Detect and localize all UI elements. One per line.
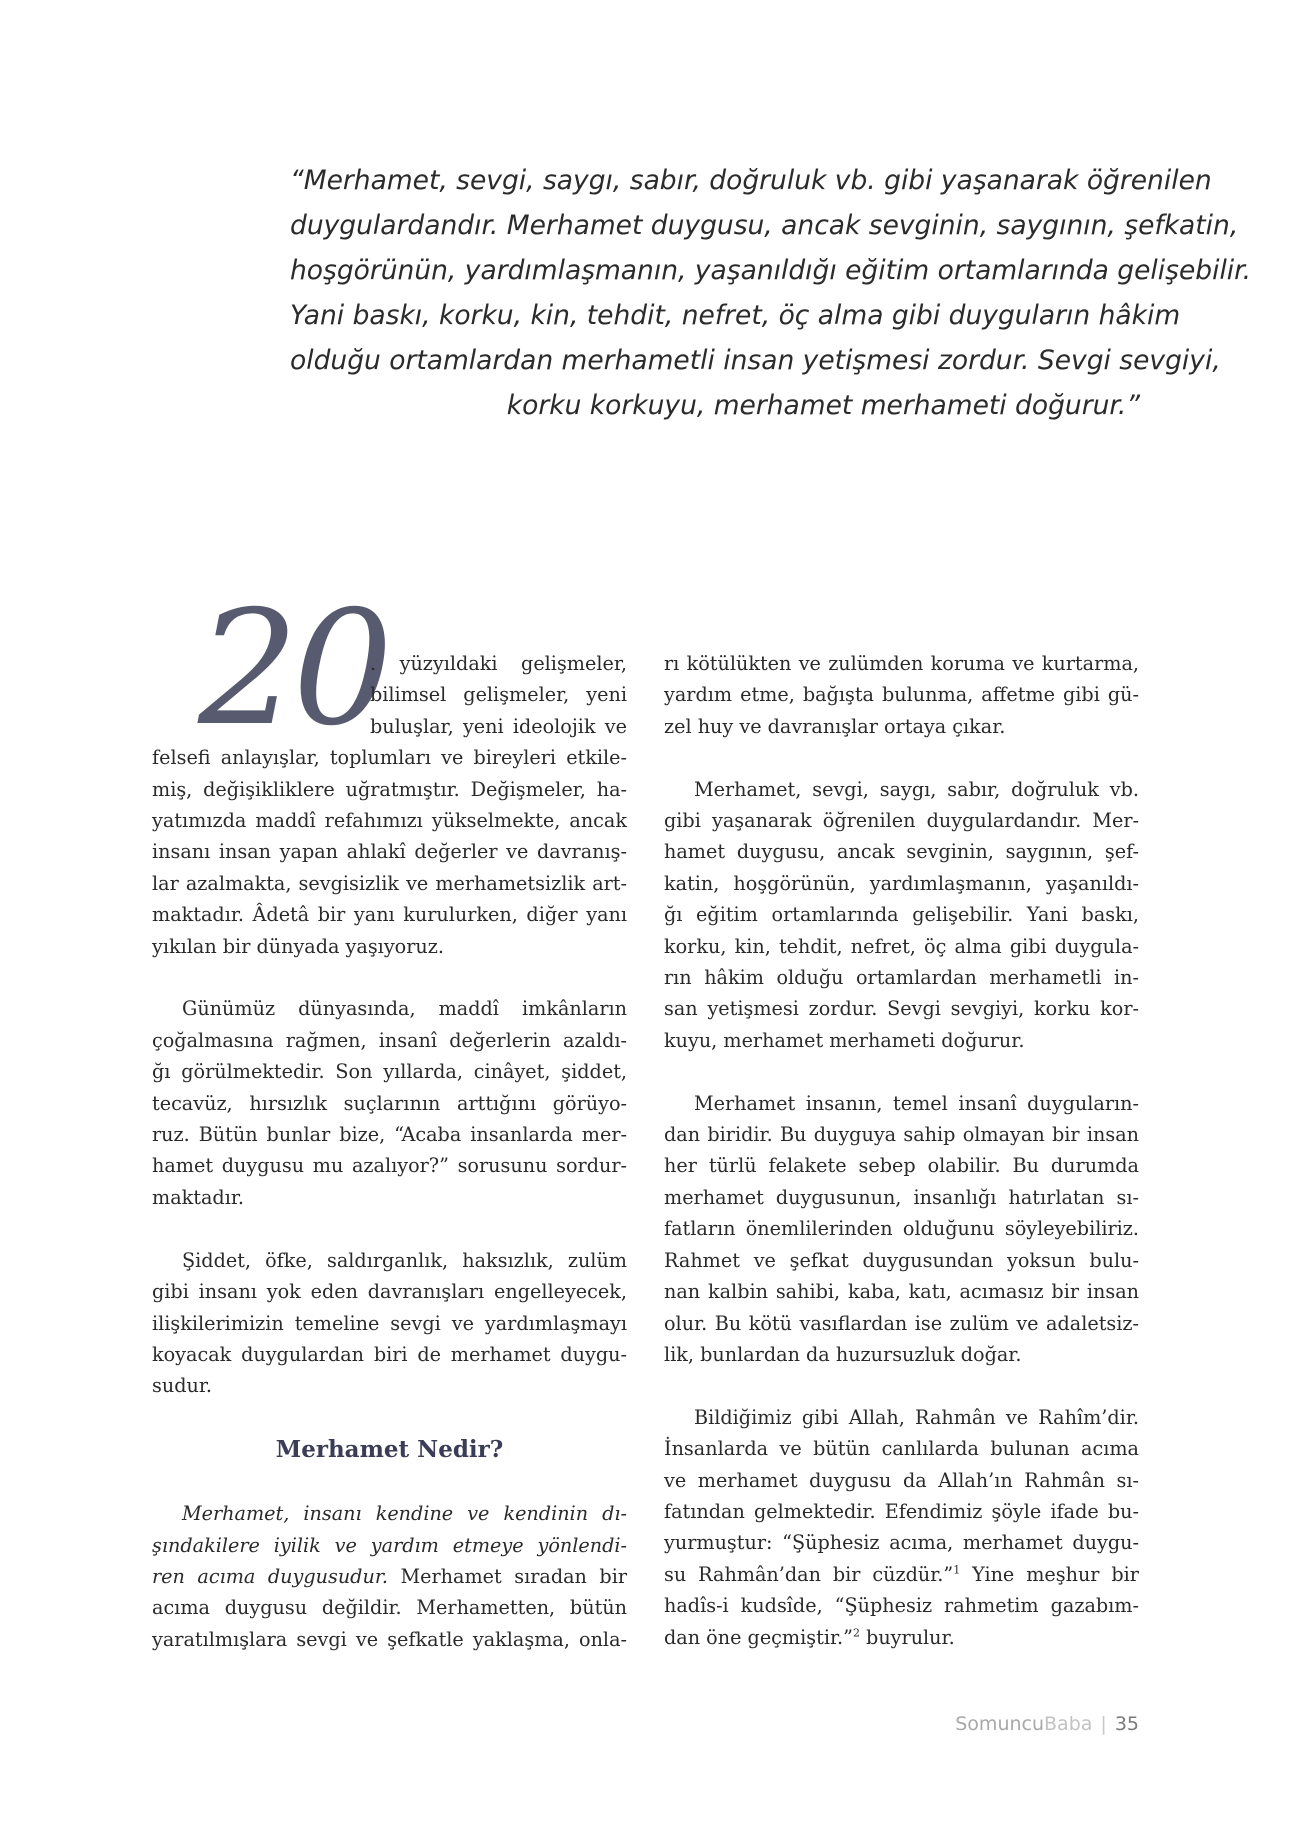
- paragraph: [664, 774, 1139, 1057]
- paragraph: [152, 648, 627, 962]
- text-line: Merhamet, sevgi, saygı, sabır, doğruluk vb.: [694, 777, 1139, 801]
- right-column: [664, 648, 1139, 1684]
- brand-name-part2: Baba: [1044, 1713, 1093, 1735]
- text-line: Günümüz dünyasında, maddî imkânların: [182, 997, 627, 1021]
- text-line: korku, kin, tehdit, nefret, öç alma gibi duygula-: [664, 934, 1139, 958]
- text-line: [664, 1559, 1139, 1590]
- quote-line: hoşgörünün, yardımlaşmanın, yaşanıldığı eğitim ortamlarında gelişebilir.: [290, 255, 1252, 286]
- paragraph: [664, 1088, 1139, 1371]
- text-line: gibi yaşanarak öğrenilen duygulardandır. Mer-: [664, 809, 1139, 833]
- text-line: [664, 1622, 1139, 1653]
- paragraph: [152, 993, 627, 1213]
- text-line: felsefi anlayışlar, toplumları ve bireyleri etkile-: [152, 746, 627, 770]
- footer-separator: |: [1100, 1713, 1107, 1735]
- paragraph: [664, 648, 1139, 742]
- drop-cap: 20: [198, 577, 388, 761]
- text-line: lar azalmakta, sevgisizlik ve merhametsizlik art-: [152, 871, 627, 895]
- text-line: merhamet duygusunun, insanlığı hatırlatan sı-: [664, 1185, 1139, 1209]
- text-line: acıma duygusu değildir. Merhametten, bütün: [152, 1596, 627, 1620]
- text-line: lik, bunlardan da huzursuzluk doğar.: [664, 1342, 1022, 1366]
- text-span: buyrulur.: [859, 1625, 955, 1649]
- text-line: . yüzyıldaki gelişmeler,: [370, 652, 627, 675]
- text-line: ğı görülmektedir. Son yıllarda, cinâyet, şiddet,: [152, 1060, 627, 1084]
- text-line: dan biridir. Bu duyguya sahip olmayan bir insan: [664, 1123, 1139, 1147]
- text-line: san yetişmesi zordur. Sevgi sevgiyi, korku kor-: [664, 997, 1139, 1021]
- text-line: rın hâkim olduğu ortamlardan merhametli in-: [664, 966, 1139, 990]
- text-line: Bildiğimiz gibi Allah, Rahmân ve Rahîm’dir.: [694, 1405, 1139, 1429]
- text-line: sudur.: [152, 1374, 213, 1398]
- text-line: bilimsel gelişmeler, yeni: [370, 683, 627, 707]
- paragraph: [152, 1498, 627, 1655]
- text-line: hamet duygusu, ancak sevginin, saygının, şef-: [664, 840, 1139, 864]
- text-line: [152, 1561, 627, 1592]
- left-column: [152, 648, 627, 1687]
- text-line: Şiddet, öfke, saldırganlık, haksızlık, zulüm: [182, 1248, 627, 1272]
- text-line: olur. Bu kötü vasıflardan ise zulüm ve adaletsiz-: [664, 1311, 1139, 1335]
- text-line: maktadır.: [152, 1185, 244, 1209]
- pull-quote: [290, 158, 1252, 428]
- text-line: miş, değişikliklere uğratmıştır. Değişmeler, ha-: [152, 777, 627, 801]
- page-footer: [955, 1713, 1139, 1735]
- text-line: insanı insan yapan ahlakî değerler ve davranış-: [152, 840, 627, 864]
- text-line: her türlü felakete sebep olabilir. Bu durumda: [664, 1154, 1139, 1178]
- text-line: [152, 1498, 627, 1529]
- text-line: İnsanlarda ve bütün canlılarda bulunan acıma: [664, 1437, 1139, 1461]
- footnote-ref: 2: [852, 1626, 860, 1640]
- text-line: hamet duygusu mu azalıyor?” sorusunu sordur-: [152, 1154, 627, 1178]
- text-line: tecavüz, hırsızlık suçlarının arttığını görüyo-: [152, 1091, 627, 1115]
- text-line: kuyu, merhamet merhameti doğurur.: [664, 1028, 1025, 1052]
- text-line: ruz. Bütün bunlar bize, “Acaba insanlarda mer-: [152, 1123, 627, 1147]
- text-line: rı kötülükten ve zulümden koruma ve kurtarma,: [664, 652, 1139, 675]
- text-line: katin, hoşgörünün, yardımlaşmanın, yaşanıldı-: [664, 871, 1139, 895]
- text-span: Merhamet sıradan bir: [387, 1564, 627, 1588]
- text-line: [152, 1530, 627, 1561]
- text-line: yurmuştur: “Şüphesiz acıma, merhamet duygu-: [664, 1531, 1139, 1555]
- quote-line: olduğu ortamlardan merhametli insan yetişmesi zordur. Sevgi sevgiyi,: [290, 345, 1221, 376]
- quote-line: Yani baskı, korku, kin, tehdit, nefret, öç alma gibi duyguların hâkim: [290, 300, 1181, 331]
- paragraph: [152, 1245, 627, 1402]
- text-line: ve merhamet duygusu da Allah’ın Rahmân sı-: [664, 1468, 1139, 1492]
- page-number: 35: [1114, 1713, 1139, 1735]
- paragraph: [664, 1402, 1139, 1653]
- italic-text: Merhamet, insanı kendine ve kendinin dı-: [182, 1502, 627, 1526]
- text-line: fatların önemlilerinden olduğunu söyleyebiliriz.: [664, 1217, 1139, 1241]
- section-heading: Merhamet Nedir?: [275, 1436, 504, 1464]
- footnote-ref: 1: [953, 1563, 961, 1577]
- text-line: yatımızda maddî refahımızı yükselmekte, ancak: [152, 809, 627, 833]
- text-line: yardım etme, bağışta bulunma, affetme gibi gü-: [664, 683, 1139, 707]
- text-line: yaratılmışlara sevgi ve şefkatle yaklaşma, onla-: [152, 1627, 627, 1651]
- italic-text: ren acıma duygusudur.: [152, 1564, 388, 1588]
- text-line: fatından gelmektedir. Efendimiz şöyle ifade bu-: [664, 1499, 1139, 1523]
- text-line: Merhamet insanın, temel insanî duyguların-: [694, 1091, 1139, 1115]
- text-line: zel huy ve davranışlar ortaya çıkar.: [664, 714, 1006, 738]
- italic-text: şındakilere iyilik ve yardım etmeye yönlendi-: [152, 1533, 627, 1557]
- text-span: su Rahmân’dan bir cüzdür.”: [664, 1562, 954, 1586]
- quote-line: korku korkuyu, merhamet merhameti doğurur.”: [506, 390, 1140, 421]
- text-line: nan kalbin sahibi, kaba, katı, acımasız bir insan: [664, 1280, 1139, 1304]
- text-line: ğı eğitim ortamlarında gelişebilir. Yani baskı,: [664, 903, 1139, 927]
- text-span: Yine meşhur bir: [960, 1562, 1139, 1586]
- brand-name-part1: Somuncu: [955, 1713, 1045, 1735]
- text-line: çoğalmasına rağmen, insanî değerlerin azaldı-: [152, 1028, 627, 1052]
- text-line: Rahmet ve şefkat duygusundan yoksun bulu-: [664, 1248, 1139, 1272]
- text-span: dan öne geçmiştir.”: [664, 1625, 853, 1649]
- text-line: ilişkilerimizin temeline sevgi ve yardımlaşmayı: [152, 1311, 627, 1335]
- text-line: yıkılan bir dünyada yaşıyoruz.: [152, 934, 444, 958]
- text-line: koyacak duygulardan biri de merhamet duygu-: [152, 1342, 627, 1366]
- text-line: maktadır. Âdetâ bir yanı kurulurken, diğer yanı: [152, 903, 627, 927]
- quote-line: duygulardandır. Merhamet duygusu, ancak sevginin, saygının, şefkatin,: [290, 210, 1239, 241]
- quote-line: “Merhamet, sevgi, saygı, sabır, doğruluk vb. gibi yaşanarak öğrenilen: [290, 165, 1212, 196]
- text-line: buluşlar, yeni ideolojik ve: [370, 714, 627, 738]
- text-line: hadîs-i kudsîde, “Şüphesiz rahmetim gazabım-: [664, 1594, 1139, 1618]
- text-line: gibi insanı yok eden davranışları engelleyecek,: [152, 1280, 627, 1304]
